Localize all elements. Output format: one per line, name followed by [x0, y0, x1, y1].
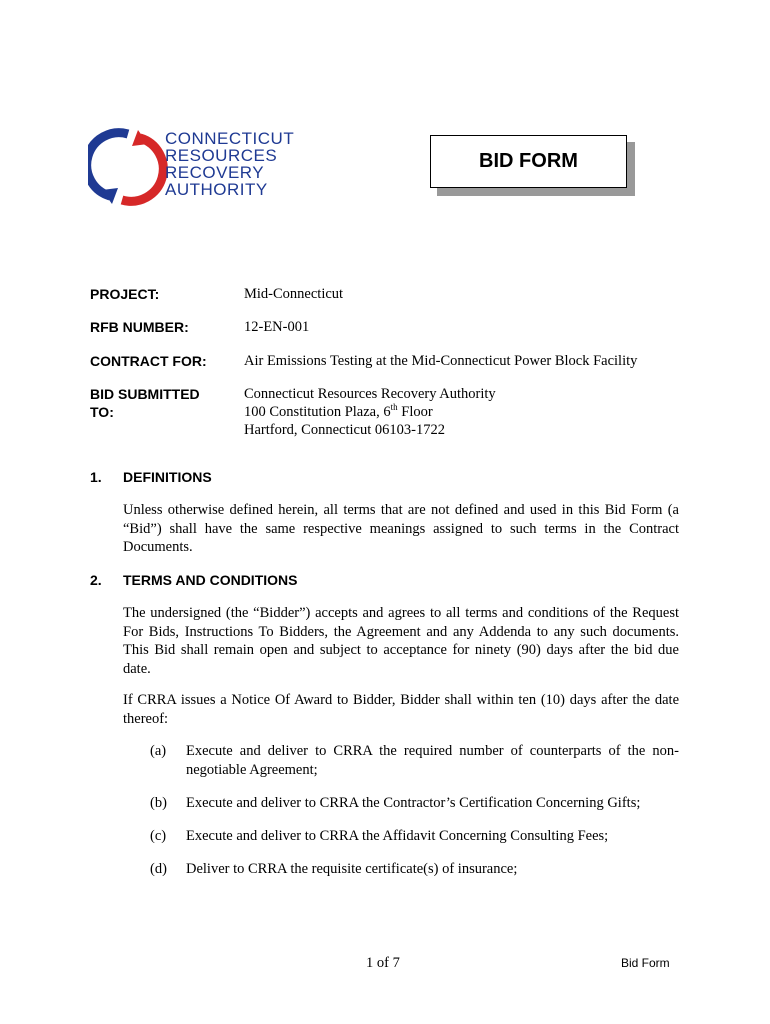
- list-item-letter: (c): [150, 828, 167, 844]
- rfb-number-value: 12-EN-001: [244, 319, 310, 335]
- section-2-paragraph-1: The undersigned (the “Bidder”) accepts and agrees to all terms and conditions of the Request For Bids, Instructions To Bidders, the Agreement and any Addenda to any such documents. This Bid shall remain open and subject to acceptance for ninety (90) days after the bid due date.: [123, 605, 679, 677]
- list-item: Execute and deliver to CRRA the Affidavit Concerning Consulting Fees;: [186, 828, 609, 844]
- footer-label: Bid Form: [621, 956, 670, 970]
- list-item: Deliver to CRRA the requisite certificate(s) of insurance;: [186, 861, 518, 877]
- list-item-letter: (a): [150, 743, 167, 759]
- section-2-paragraph-2: If CRRA issues a Notice Of Award to Bidder, Bidder shall within ten (10) days after the date thereof:: [123, 692, 679, 727]
- project-label: PROJECT:: [90, 286, 160, 302]
- page-number: 1 of 7: [366, 955, 400, 971]
- section-1-paragraph: Unless otherwise defined herein, all terms that are not defined and used in this Bid Form (a “Bid”) shall have the same respective meanings assigned to such terms in the Contract Documents.: [123, 502, 679, 555]
- contract-for-value: Air Emissions Testing at the Mid-Connecticut Power Block Facility: [244, 353, 638, 369]
- rfb-number-label: RFB NUMBER:: [90, 319, 189, 335]
- logo-line: RESOURCES: [165, 146, 278, 165]
- list-item: Execute and deliver to CRRA the required number of counterparts of the non-negotiable Agreement;: [186, 743, 679, 778]
- bid-submitted-address: [244, 385, 496, 439]
- section-1-heading: DEFINITIONS: [123, 469, 212, 485]
- section-2-number: 2.: [90, 572, 102, 588]
- project-value: Mid-Connecticut: [244, 286, 344, 302]
- bid-submitted-label: [90, 385, 200, 421]
- logo-wordmark: [165, 130, 294, 198]
- address-line3: Hartford, Connecticut 06103-1722: [244, 422, 445, 438]
- contract-for-label: CONTRACT FOR:: [90, 353, 207, 369]
- address-line1: Connecticut Resources Recovery Authority: [244, 386, 496, 402]
- address-line2: 100 Constitution Plaza, 6th Floor: [244, 402, 433, 420]
- section-2-heading: TERMS AND CONDITIONS: [123, 572, 298, 588]
- list-item: Execute and deliver to CRRA the Contractor’s Certification Concerning Gifts;: [186, 795, 641, 811]
- list-item-letter: (d): [150, 861, 167, 877]
- bid-submitted-label-line1: BID SUBMITTED: [90, 386, 200, 402]
- list-item-letter: (b): [150, 795, 167, 811]
- logo-line: CONNECTICUT: [165, 129, 295, 148]
- title-box: BID FORM: [430, 135, 627, 188]
- bid-submitted-label-line2: TO:: [90, 404, 114, 420]
- logo-line: AUTHORITY: [165, 180, 268, 199]
- logo-line: RECOVERY: [165, 163, 265, 182]
- section-1-number: 1.: [90, 469, 102, 485]
